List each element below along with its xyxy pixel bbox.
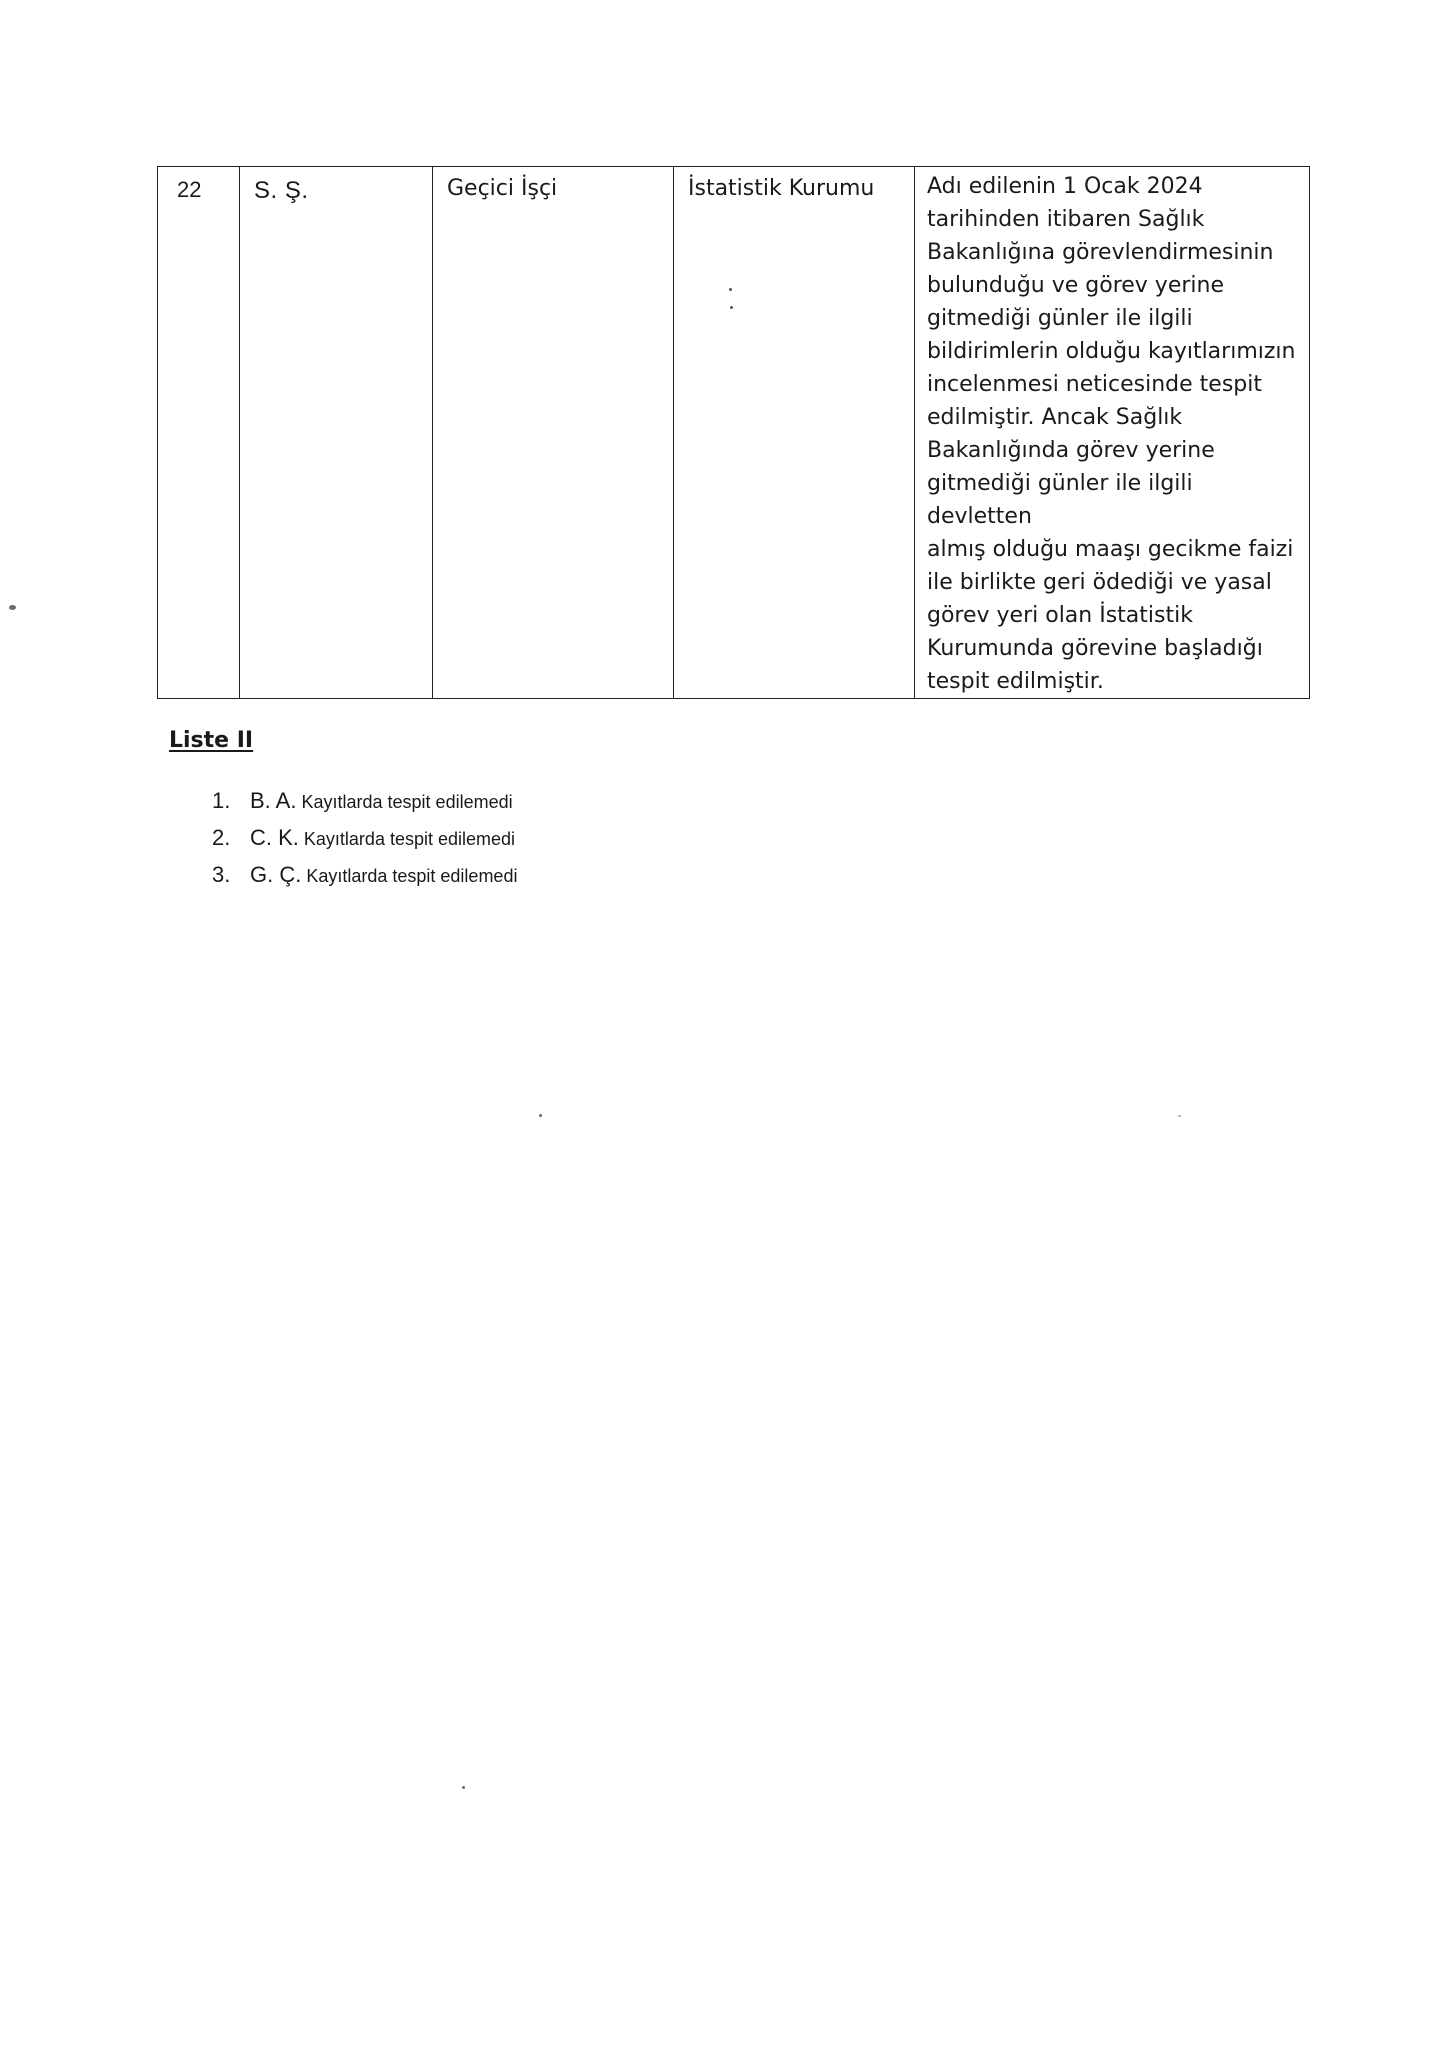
list-item	[212, 788, 517, 825]
undetected-list	[212, 788, 517, 899]
person-initials: S. Ş.	[240, 167, 433, 699]
scan-speck	[729, 288, 732, 291]
list-item-initials: G. Ç.	[250, 862, 302, 887]
table-row	[158, 167, 1310, 699]
list-heading: Liste II	[169, 728, 254, 753]
scan-speck	[730, 306, 733, 309]
scan-speck	[1178, 1115, 1181, 1117]
scan-speck	[462, 1786, 465, 1789]
list-item-note: Kayıtlarda tespit edilemedi	[301, 792, 513, 812]
institution-name: İstatistik Kurumu	[674, 167, 915, 699]
employment-status: Geçici İşçi	[433, 167, 674, 699]
scan-speck	[539, 1114, 542, 1117]
list-item-number: 3.	[212, 862, 231, 887]
list-item-initials: B. A.	[250, 788, 297, 813]
list-item-note: Kayıtlarda tespit edilemedi	[303, 829, 516, 849]
row-number: 22	[158, 167, 240, 699]
list-item	[212, 825, 517, 862]
records-table	[157, 166, 1310, 699]
scan-speck	[9, 605, 16, 610]
list-item	[212, 862, 517, 899]
list-item-number: 1.	[212, 788, 231, 813]
list-item-initials: C. K.	[250, 825, 299, 850]
list-item-number: 2.	[212, 825, 231, 850]
finding-description: Adı edilenin 1 Ocak 2024 tarihinden itibaren Sağlık Bakanlığına görevlendirmesinin bulunduğu ve görev yerine gitmediği günler ile ilgili bildirimlerin olduğu kayıtlarımızın incelenmesi neticesinde tespit edilmiştir. Ancak Sağlık Bakanlığında görev yerine gitmediği günler ile ilgili devletten almış olduğu maaşı gecikme faizi ile birlikte geri ödediği ve yasal görev yeri olan İstatistik Kurumunda görevine başladığı tespit edilmiştir.	[915, 167, 1310, 699]
list-item-note: Kayıtlarda tespit edilemedi	[306, 866, 518, 886]
